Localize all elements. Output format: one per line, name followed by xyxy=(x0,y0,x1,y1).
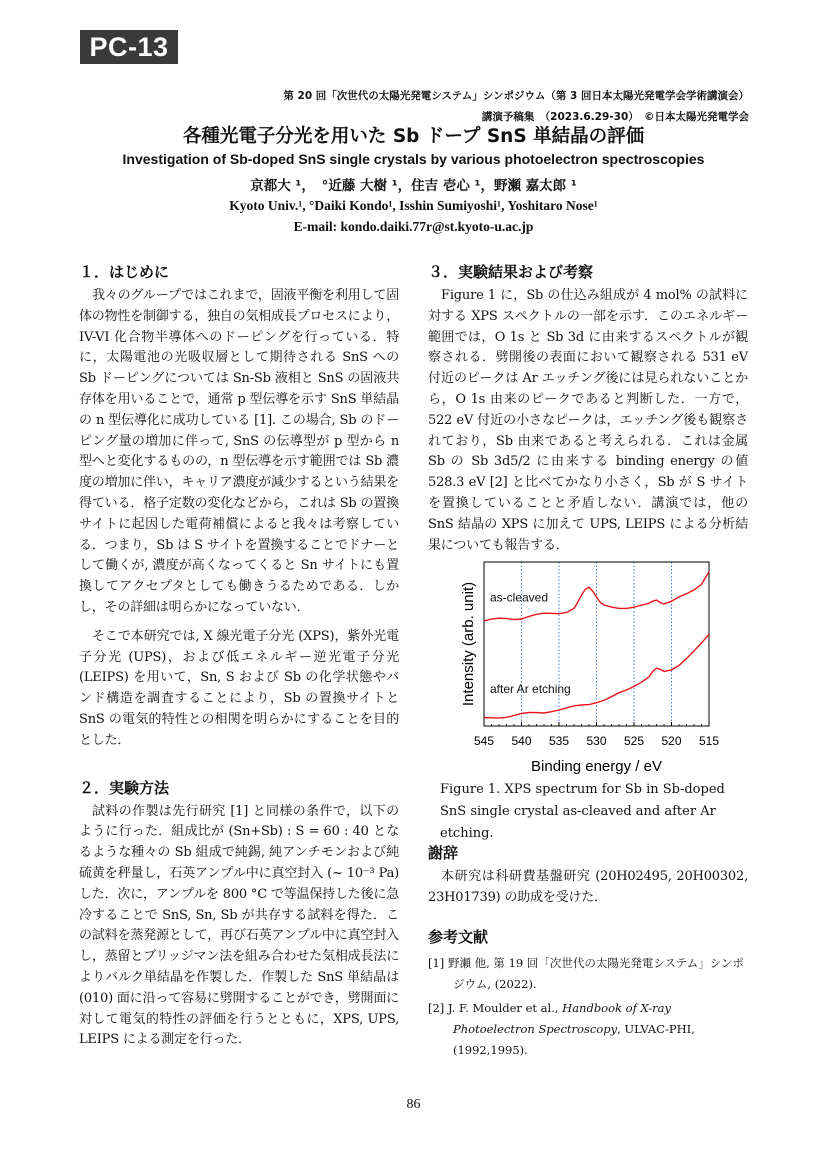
x-tick-label-515: 515 xyxy=(698,734,720,748)
method-heading: ２．実験方法 xyxy=(79,778,170,797)
acknowledgment-heading: 謝辞 xyxy=(428,844,459,862)
series-label-after-etching: after Ar etching xyxy=(490,682,571,697)
symposium-header: 第 20 回「次世代の太陽光発電システム」シンポジウム（第 3 回日本太陽光発電学会学術講演会） xyxy=(283,90,749,102)
x-tick-label-525: 525 xyxy=(623,734,645,748)
title-english: Investigation of Sb-doped SnS single crystals by various photoelectron spectroscopies xyxy=(122,151,705,167)
page-number: 86 xyxy=(406,1097,421,1112)
intro-paragraph-2: そこで本研究では, X 線光電子分光 (XPS)，紫外光電子分光 (UPS)，および低エネルギー逆光電子分光 (LEIPS) を用いて，Sn, S および Sb の化学状態やバンド構造を調査することにより，Sb の置換サイトと SnS の電気的特性との相関を明らかにすることを目的とした． xyxy=(79,628,399,748)
x-tick-label-540: 540 xyxy=(511,734,532,748)
session-badge: PC-13 xyxy=(80,30,178,64)
proceedings-header: 講演予稿集 （2023.6.29-30） ©日本太陽光発電学会 xyxy=(481,111,749,123)
x-tick-label-530: 530 xyxy=(586,734,607,748)
title-japanese: 各種光電子分光を用いた Sb ドープ SnS 単結晶の評価 xyxy=(182,126,645,147)
right-column xyxy=(428,262,748,556)
references-block xyxy=(428,927,750,1064)
intro-heading: １．はじめに xyxy=(79,263,170,281)
series-label-as-cleaved: as-cleaved xyxy=(490,590,549,605)
reference-1: [1] 野瀬 他, 第 19 回「次世代の太陽光発電システム」シンポジウム, (2022). xyxy=(428,956,744,991)
acknowledgment-block xyxy=(428,843,748,909)
reference-2-authors: [2] J. F. Moulder et al., xyxy=(428,1001,563,1015)
reference-2-publisher: , ULVAC-PHI, (1992,1995). xyxy=(453,1022,695,1057)
results-paragraph: Figure 1 に，Sb の仕込み組成が 4 mol% の試料に対する XPS スペクトルの一部を示す．このエネルギー範囲では，O 1s と Sb 3d に由来するスペクトルが観察される．劈開後の表面において観察される 531 eV 付近のピークは Ar エッチング後には見られないことから，O 1s 由来のピークであると判断した．一方で，522 eV 付近の小さなピークは，エッチング後も観察されており，Sb 由来であると考えられる．これは金属 Sb の Sb 3d5/2 に由来する binding energy の値 528.3 eV [2] と比べてかなり小さく，Sb が S サイトを置換していることと矛盾しない．講演では，他の SnS 結晶の XPS に加えて UPS, LEIPS による分析結果についても報告する． xyxy=(428,288,748,553)
y-axis-label: Intensity (arb. unit) xyxy=(460,581,477,707)
x-axis-label: Binding energy / eV xyxy=(531,758,662,775)
figure-caption-block xyxy=(440,779,750,845)
left-column xyxy=(79,262,399,1051)
authors-japanese: 京都大 ¹， °近藤 大樹 ¹，住吉 壱心 ¹，野瀬 嘉太郎 ¹ xyxy=(250,178,577,194)
method-paragraph: 試料の作製は先行研究 [1] と同様の条件で，以下のように行った．組成比が (Sn+Sb) : S = 60 : 40 となるような種々の Sb 組成で純錫, 純アンチモンおよび純硫黄を秤量し，石英アンプル中に真空封入 (~ 10⁻³ Pa) した．次に，アンプルを 800 °C で等温保持した後に急冷することで SnS, Sn, Sb が共存する試料を得た．この試料を蒸発源として，再び石英アンプル中に真空封入し，蒸留とブリッジマン法を組み合わせた気相成長法によりバルク単結晶を作製した．作製した SnS 単結晶は (010) 面に沿って容易に劈開することができ，劈開面に対して電気的特性の評価を行うとともに，XPS, UPS, LEIPS による測定を行った． xyxy=(79,803,399,1048)
contact-email: E-mail: kondo.daiki.77r@st.kyoto-u.ac.jp xyxy=(293,219,534,234)
reference-2 xyxy=(428,998,750,1061)
references-heading: 参考文献 xyxy=(428,928,489,946)
x-tick-label-520: 520 xyxy=(661,734,682,748)
authors-english: Kyoto Univ.¹, °Daiki Kondo¹, Isshin Sumiyoshi¹, Yoshitaro Nose¹ xyxy=(229,198,598,213)
figure-caption: Figure 1. XPS spectrum for Sb in Sb-doped SnS single crystal as-cleaved and after Ar etching. xyxy=(440,782,725,841)
reference-2-title: Handbook of X-ray Photoelectron Spectroscopy xyxy=(453,1001,672,1036)
xps-spectrum-chart xyxy=(455,560,735,780)
results-heading: ３．実験結果および考察 xyxy=(428,263,594,281)
acknowledgment-paragraph: 本研究は科研費基盤研究 (20H02495, 20H00302, 23H01739) の助成を受けた． xyxy=(428,869,748,905)
intro-paragraph-1: 我々のグループではこれまで，固液平衡を利用して固体の物性を制御する，独自の気相成長プロセスにより，IV-VI 化合物半導体へのドーピングを行っている．特に，太陽電池の光吸収層として期待される SnS への Sb ドーピングについては Sn-Sb 液相と SnS の固液共存体を用いることで，通常 p 型伝導を示す SnS 単結晶の n 型伝導化に成功している [1]. この場合, Sb のドーピング量の増加に伴って, SnS の伝導型が p 型から n 型へと変化するものの，n 型伝導を示す範囲では Sb 濃度の増加に伴い，キャリア濃度が減少するという結果を得ている．格子定数の変化などから，これは Sb の置換サイトに起因した電荷補償によると我々は考察している．つまり，Sb は S サイトを置換することでドナーとして働くが, 濃度が高くなってくると Sn サイトにも置換してアクセプタとしても働きうるためである．しかし，その詳細は明らかになっていない． xyxy=(79,288,400,615)
x-tick-label-535: 535 xyxy=(548,734,570,748)
x-tick-label-545: 545 xyxy=(473,734,495,748)
